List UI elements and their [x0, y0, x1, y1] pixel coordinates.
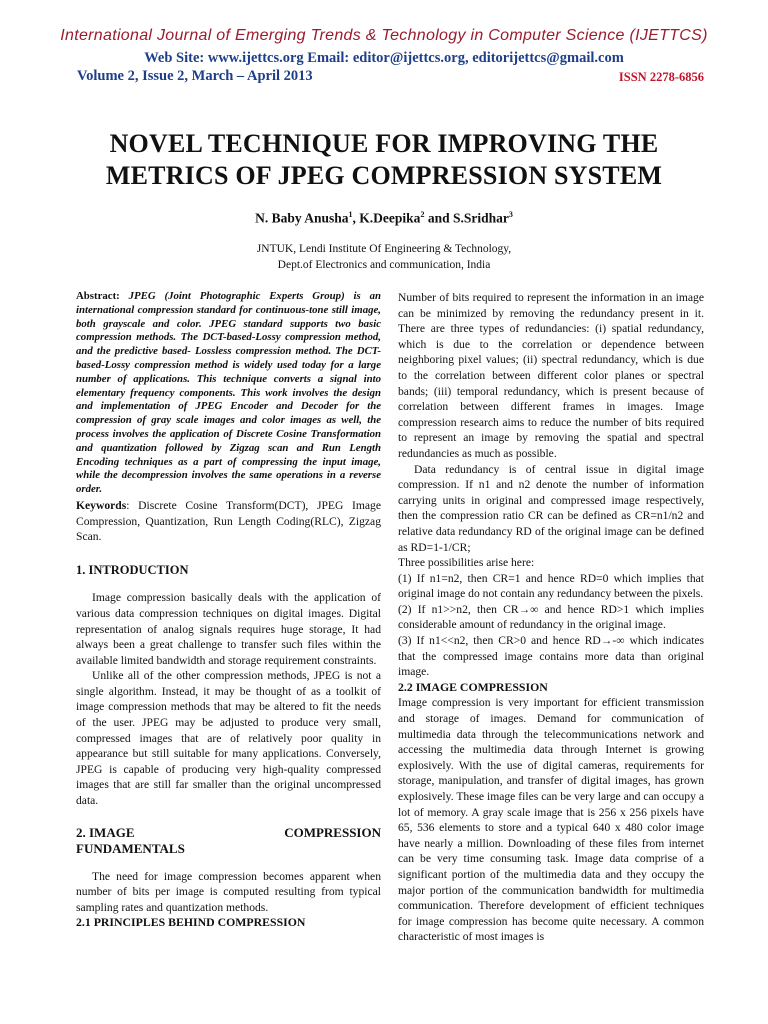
section-2-2-heading: 2.2 IMAGE COMPRESSION — [398, 679, 548, 694]
keywords — [76, 498, 381, 545]
possibility-2: (2) If n1>>n2, then CR→∞ and hence RD>1 which implies considerable amount of redundancy in the original image. — [398, 602, 704, 632]
abstract-text: JPEG (Joint Photographic Experts Group) is an international compression standard for continuous-tone still image, both grayscale and color. JPEG standard supports two basic compression methods. The DCT-based-Lossy compression method, and the predictive based- Lossless compression method. The DCT-based-Lossy compression method is widely used today for a large number of applications. This technique converts a signal into elementary frequency components. This work involves the design and implementation of JPEG Encoder and Decoder for the compression of gray scale images and color images as well, the process involves the application of Discrete Cosine Transformation and quantization followed by Zigzag scan and Run Length Encoding techniques as a part of compressing the input image, while the decompression involves the same operations in a reverse order. — [76, 290, 382, 496]
section-2-heading-c: FUNDAMENTALS — [76, 840, 185, 856]
intro-paragraph-1: Image compression basically deals with the application of various data compression techniques on digital images. Digital representation of analog signals requires huge storage, It had always been a great challenge to transfer such files within the available limited bandwidth and storage requirement constraints. — [76, 591, 381, 667]
author-2: , K.Deepika — [352, 210, 421, 226]
issn: ISSN 2278-6856 — [618, 70, 704, 84]
affiliation — [0, 241, 768, 273]
image-compression-paragraph: Image compression is very important for efficient transmission and storage of images. Demand for communication of multimedia data through the telecommunications network and accessing the multimedia data through Internet is growing explosively. With the use of digital cameras, requirements for storage, manipulation, and transfer of digital images, has grown explosively. These image files can be very large and can occupy a lot of memory. A gray scale image that is 256 x 256 pixels have 65, 536 elements to store and a typical 640 x 480 color image have nearly a million. Downloading of these files from internet can be very time consuming task. Image data comprise of a significant portion of the multimedia data and they occupy the major portion of the communication bandwidth for multimedia communication. Therefore development of efficient techniques for image compression has become quite necessary. A common characteristic of most images is — [398, 696, 704, 944]
paper-title — [0, 128, 768, 192]
title-line-2: METRICS OF JPEG COMPRESSION SYSTEM — [105, 161, 663, 190]
author-1-sup: 1 — [348, 210, 353, 219]
possibility-3: (3) If n1<<n2, then CR>0 and hence RD→-∞ which indicates that the compressed image contains more data than original image. — [398, 634, 704, 679]
author-3-sup: 3 — [508, 210, 513, 219]
possibilities-intro: Three possibilities arise here: — [398, 556, 535, 570]
affiliation-line-1: JNTUK, Lendi Institute Of Engineering & Technology, — [256, 243, 512, 255]
section-2-paragraph: The need for image compression becomes apparent when number of bits per image is computed resulting from typical sampling rates and quantization methods. — [76, 869, 381, 914]
authors — [0, 210, 768, 227]
intro-heading: 1. INTRODUCTION — [76, 562, 189, 577]
section-2-heading-b: COMPRESSION — [284, 824, 381, 840]
abstract — [76, 290, 381, 497]
keywords-text: : Discrete Cosine Transform(DCT), JPEG Image Compression, Quantization, Run Length Coding(RLC), Zigzag Scan. — [76, 498, 381, 544]
journal-website: Web Site: www.ijettcs.org Email: editor@ijettcs.org, editorijettcs@gmail.com — [144, 50, 624, 66]
redundancy-paragraph: Number of bits required to represent the information in an image can be minimized by removing the redundancy present in it. There are three types of redundancies: (i) spatial redundancy, which is due to the correlation or dependence between neighboring pixel values; (ii) spectral redundancy, which is due to the correlation between different color planes or spectral bands; (iii) temporal redundancy, which is present because of correlation between different frames in images. Image compression research aims to reduce the number of bits required to represent an image by removing the spatial and spectral redundancies as much as possible. — [398, 291, 704, 460]
author-2-sup: 2 — [420, 210, 425, 219]
abstract-label: Abstract: — [76, 290, 120, 302]
keywords-label: Keywords — [76, 498, 127, 512]
section-2-heading-a: 2. IMAGE — [76, 824, 135, 840]
section-2-heading — [76, 825, 381, 841]
author-1: N. Baby Anusha — [255, 210, 349, 226]
author-3: and S.Sridhar — [424, 210, 509, 226]
affiliation-line-2: Dept.of Electronics and communication, India — [277, 259, 491, 271]
right-column — [398, 290, 704, 945]
section-2-1-heading: 2.1 PRINCIPLES BEHIND COMPRESSION — [76, 915, 306, 930]
possibility-1: (1) If n1=n2, then CR=1 and hence RD=0 which implies that original image do not contain any redundancy between the pixels. — [398, 571, 704, 601]
left-column — [76, 290, 381, 931]
intro-paragraph-2: Unlike all of the other compression methods, JPEG is not a single algorithm. Instead, it may be thought of as a toolkit of image compression methods that may be altered to fit the needs of the user. JPEG may be adjusted to produce very small, compressed images that are of relatively poor quality in appearance but still suitable for many applications. Conversely, JPEG is capable of producing very high-quality compressed images that are still far smaller than the original uncompressed data. — [76, 669, 381, 808]
data-redundancy-paragraph: Data redundancy is of central issue in digital image compression. If n1 and n2 denote the number of information carrying units in original and compressed image respectively, then the compression ratio CR can be defined as CR=n1/n2 and relative data redundancy RD of the original image can be defined as RD=1-1/CR; — [398, 462, 704, 554]
title-line-1: NOVEL TECHNIQUE FOR IMPROVING THE — [109, 129, 659, 158]
volume-issue: Volume 2, Issue 2, March – April 2013 — [77, 68, 313, 84]
journal-name: International Journal of Emerging Trends & Technology in Computer Science (IJETTCS) — [60, 27, 708, 44]
